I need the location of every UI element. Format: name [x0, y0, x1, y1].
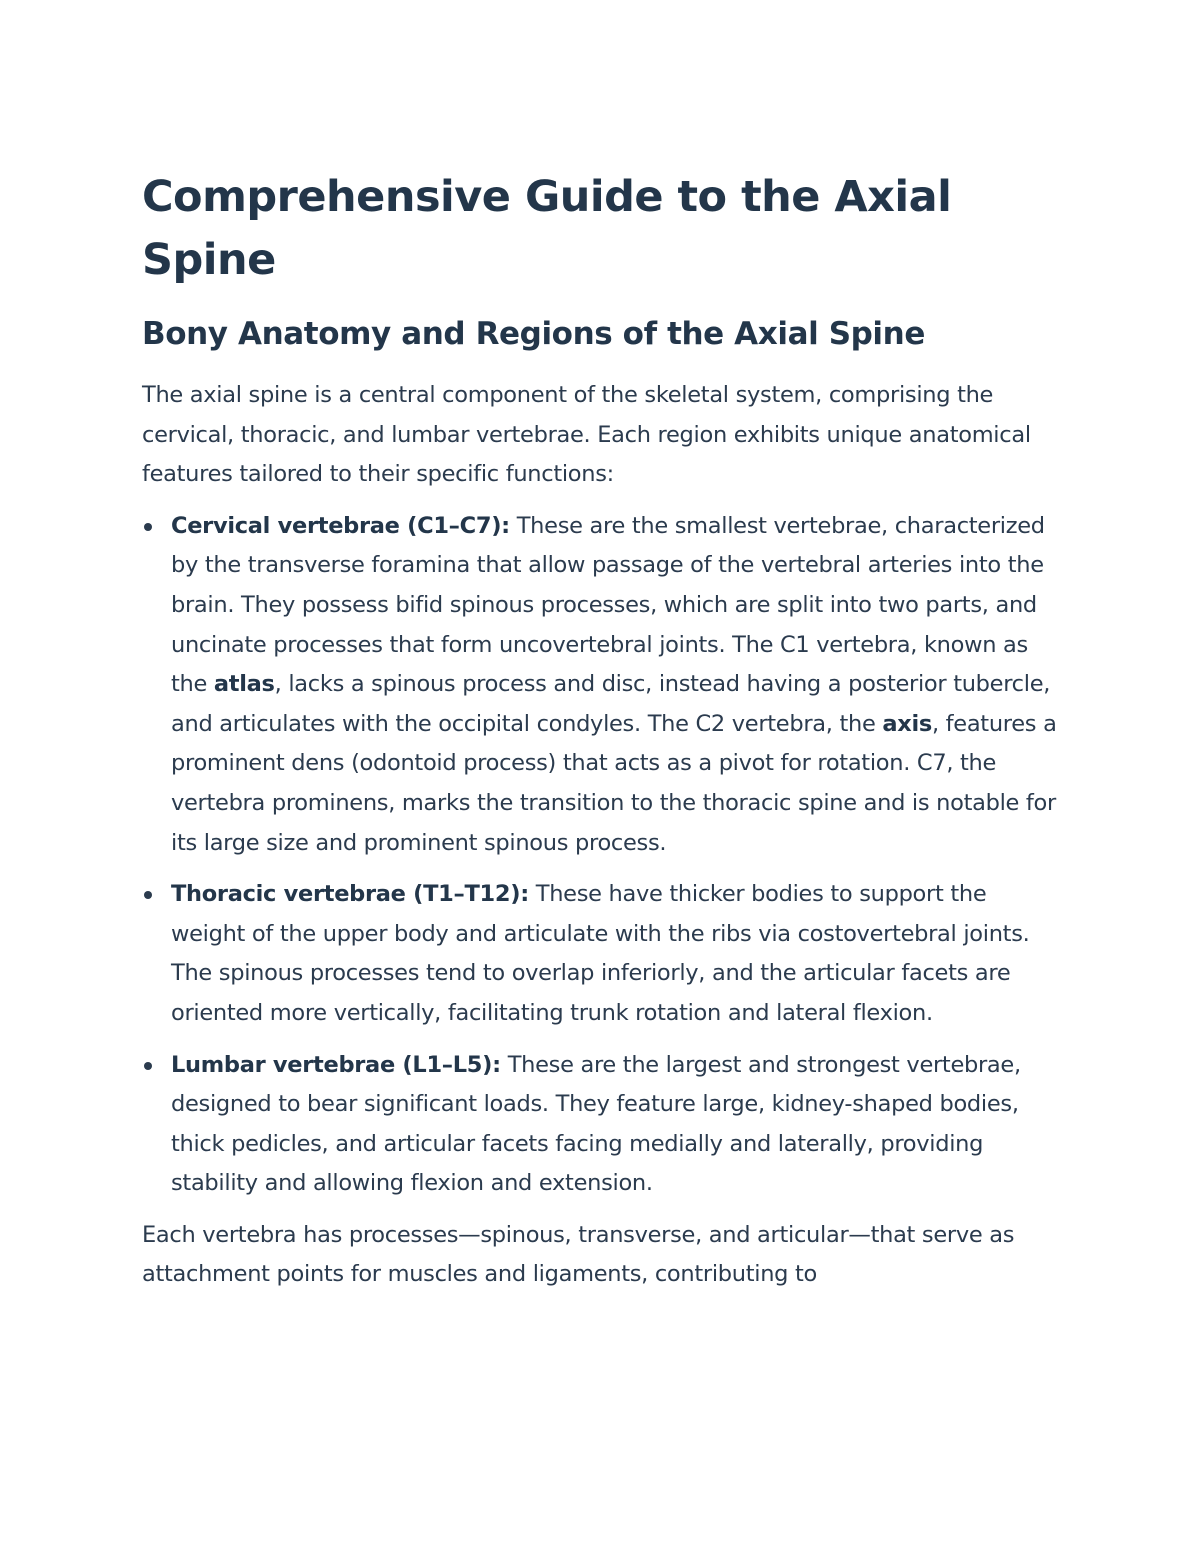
cervical-text-3: , features a prominent dens (odontoid process) that acts as a pivot for rotation. C7, the vertebra prominens, marks the transition to the thoracic spine and is notable for its large size and prominent spinous process. [171, 710, 1057, 856]
intro-paragraph: The axial spine is a central component of the skeletal system, comprising the cervical, thoracic, and lumbar vertebrae. Each region exhibits unique anatomical features tailored to their specific functions: [142, 382, 1031, 488]
list-item-thoracic [171, 875, 1062, 1033]
thoracic-text: These have thicker bodies to support the weight of the upper body and articulate with the ribs via costovertebral joints. The spinous processes tend to overlap inferiorly, and the articular facets are oriented more vertically, facilitating trunk rotation and lateral flexion. [171, 881, 1030, 1026]
cervical-text-2: , lacks a spinous process and disc, instead having a posterior tubercle, and articulates with the occipital condyles. The C2 vertebra, the [171, 671, 1051, 737]
term-thoracic: Thoracic vertebrae (T1–T12): [171, 881, 529, 908]
bullet-icon [144, 1062, 152, 1070]
term-lumbar: Lumbar vertebrae (L1–L5): [171, 1051, 501, 1078]
vertebrae-region-list [142, 507, 1062, 1204]
term-atlas: atlas [213, 671, 275, 698]
closing-paragraph: Each vertebra has processes—spinous, transverse, and articular—that serve as attachment points for muscles and ligaments, contributing to [142, 1221, 1015, 1288]
list-item-lumbar [171, 1046, 1062, 1204]
page-title: Comprehensive Guide to the Axial Spine [142, 172, 952, 285]
document-page [142, 166, 1062, 1295]
term-axis: axis [882, 710, 932, 737]
section-heading: Bony Anatomy and Regions of the Axial Spine [142, 316, 925, 352]
bullet-icon [144, 891, 152, 899]
list-item-cervical [171, 507, 1062, 863]
lumbar-text: These are the largest and strongest vertebrae, designed to bear significant loads. They feature large, kidney-shaped bodies, thick pedicles, and articular facets facing medially and laterally, providing stability and allowing flexion and extension. [171, 1051, 1021, 1197]
cervical-text-1: These are the smallest vertebrae, characterized by the transverse foramina that allow passage of the vertebral arteries into the brain. They possess bifid spinous processes, which are split into two parts, and uncinate processes that form uncovertebral joints. The C1 vertebra, known as the [171, 512, 1045, 698]
bullet-icon [144, 523, 152, 531]
term-cervical: Cervical vertebrae (C1–C7): [171, 512, 510, 539]
